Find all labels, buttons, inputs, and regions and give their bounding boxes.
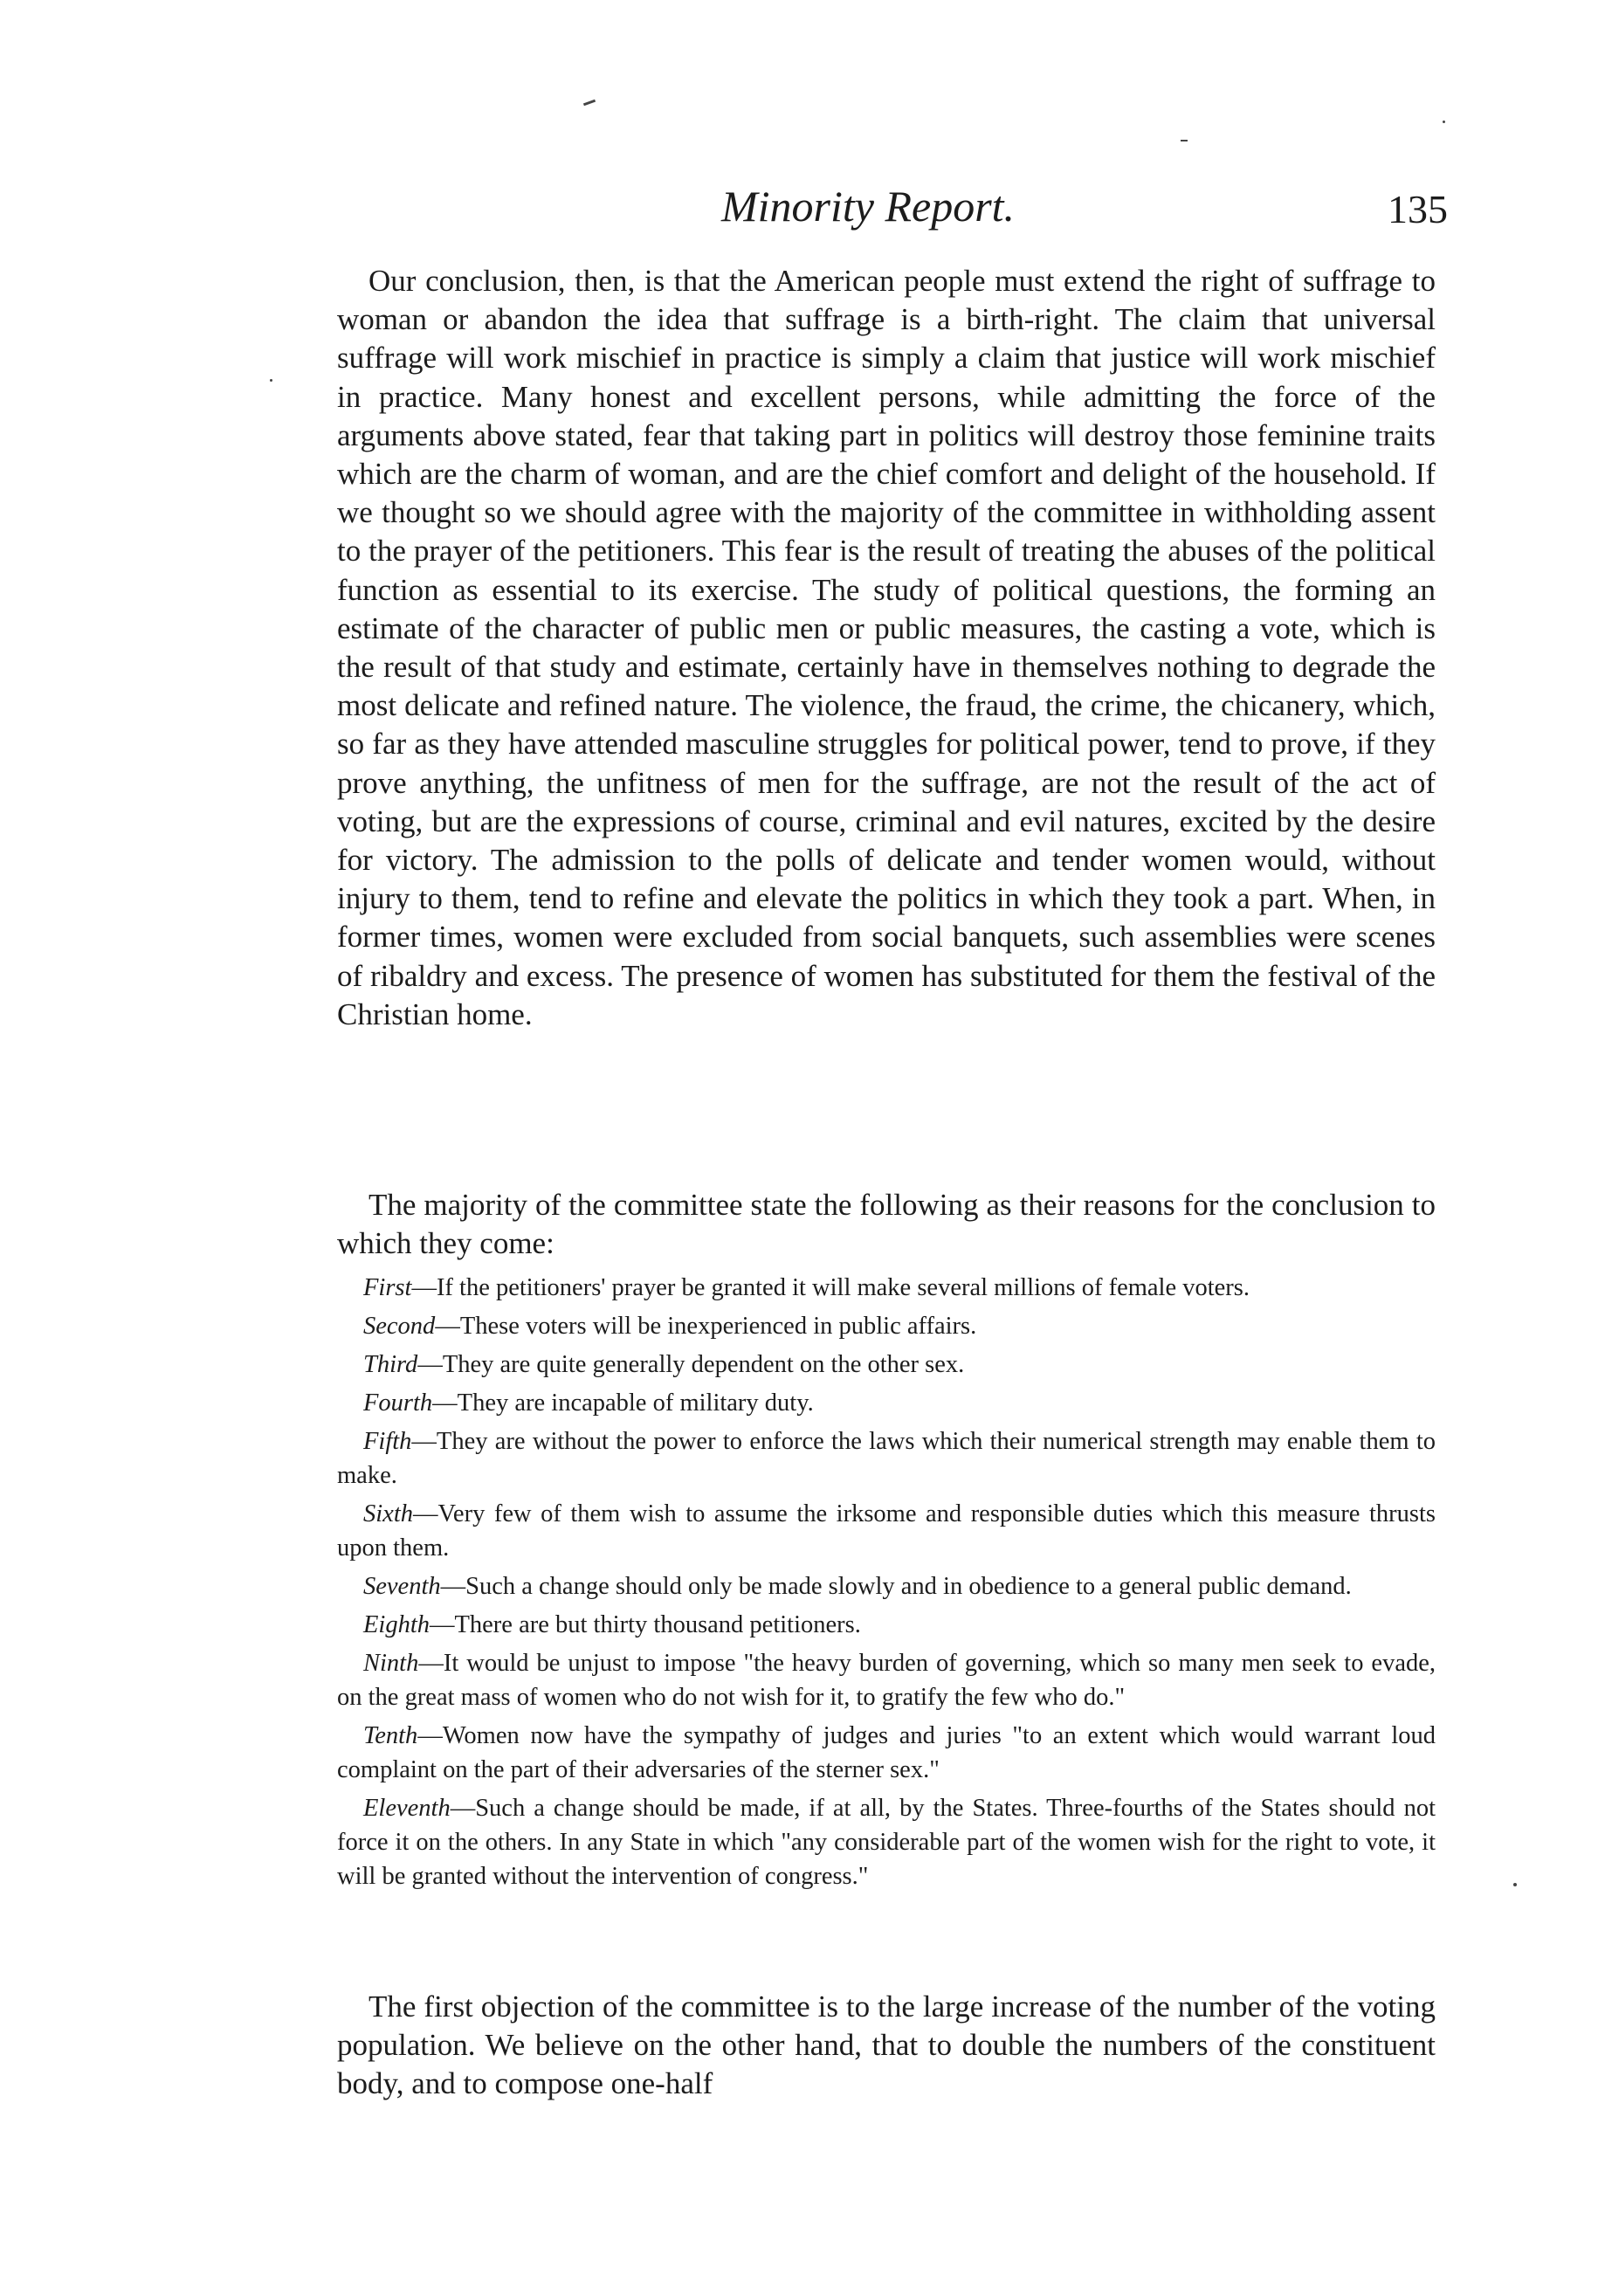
reason-item bbox=[337, 1386, 1436, 1420]
reason-ordinal: Eighth bbox=[363, 1611, 430, 1638]
paragraph-majority-reasons-intro: The majority of the committee state the following as their reasons for the conclusion to which they come: bbox=[337, 1188, 1436, 1261]
reason-item bbox=[337, 1271, 1436, 1305]
running-title: Minority Report. bbox=[721, 182, 1016, 231]
reason-text: —These voters will be inexperienced in public affairs. bbox=[435, 1313, 977, 1340]
reason-ordinal: Second bbox=[363, 1313, 436, 1340]
paragraph-conclusion: Our conclusion, then, is that the American people must extend the right of suffrage to woman or abandon the idea that suffrage is a birth-right. The claim that universal suffrage will work mischief in practice is simply a claim that justice will work mischief in practice. Many honest and excellent persons, while admitting the force of the arguments above stated, fear that taking part in politics will destroy those feminine traits which are the charm of woman, and are the chief comfort and delight of the household. If we thought so we should agree with the majority of the committee in withholding assent to the prayer of the petitioners. This fear is the result of treating the abuses of the political function as essential to its exercise. The study of political questions, the forming an estimate of the character of public men or public measures, the casting a vote, which is the result of that study and estimate, certainly have in themselves nothing to degrade the most delicate and refined nature. The violence, the fraud, the crime, the chicanery, which, so far as they have attended masculine struggles for political power, tend to prove, if they prove anything, the unfitness of men for the suffrage, are not the result of the act of voting, but are the expressions of course, criminal and evil natures, excited by the desire for victory. The admission to the polls of delicate and tender women would, without injury to them, tend to refine and elevate the politics in which they took a part. When, in former times, women were excluded from social banquets, such assemblies were scenes of ribaldry and excess. The presence of women has substituted for them the festival of the Christian home. bbox=[337, 264, 1436, 1031]
reason-ordinal: Fifth bbox=[363, 1428, 412, 1455]
reason-text: —Such a change should only be made slowly and in obedience to a general public demand. bbox=[440, 1573, 1352, 1600]
reason-item bbox=[337, 1569, 1436, 1603]
reason-item bbox=[337, 1348, 1436, 1382]
page-number: 135 bbox=[1388, 187, 1448, 231]
reason-item bbox=[337, 1791, 1436, 1893]
reason-text: —It would be unjust to impose "the heavy burden of governing, which so many men seek to evade, on the great mass of women who do not wish for it, to gratify the few who do." bbox=[337, 1650, 1436, 1711]
reason-item bbox=[337, 1646, 1436, 1714]
reason-ordinal: Tenth bbox=[363, 1722, 418, 1749]
reason-text: —Very few of them wish to assume the irksome and responsible duties which this measure thrusts upon them. bbox=[337, 1500, 1436, 1562]
reason-item bbox=[337, 1309, 1436, 1343]
reason-item bbox=[337, 1719, 1436, 1787]
reason-item bbox=[337, 1497, 1436, 1565]
reason-ordinal: Third bbox=[363, 1351, 418, 1378]
reason-ordinal: Ninth bbox=[363, 1650, 419, 1677]
page-header bbox=[337, 180, 1464, 241]
reason-text: —Women now have the sympathy of judges and juries "to an extent which would warrant loud complaint on the part of their adversaries of the sterner sex." bbox=[337, 1722, 1436, 1783]
stray-mark bbox=[270, 379, 272, 382]
reason-text: —They are incapable of military duty. bbox=[432, 1389, 814, 1417]
reason-ordinal: Sixth bbox=[363, 1500, 413, 1527]
reason-ordinal: First bbox=[363, 1274, 412, 1301]
reason-text: —There are but thirty thousand petitioners. bbox=[430, 1611, 861, 1638]
stray-mark bbox=[1443, 121, 1445, 123]
paragraph-first-objection: The first objection of the committee is to the large increase of the number of the voting population. We believe on the other hand, that to double the numbers of the constituent body, and to compose one-half bbox=[337, 1989, 1436, 2101]
reason-ordinal: Fourth bbox=[363, 1389, 433, 1417]
stray-mark bbox=[583, 100, 596, 107]
reason-text: —Such a change should be made, if at all, by the States. Three-fourths of the States should not force it on the others. In any State in which "any considerable part of the women wish for the right to vote, it will be granted without the intervention of congress." bbox=[337, 1795, 1436, 1890]
stray-mark bbox=[1181, 140, 1188, 141]
reason-ordinal: Eleventh bbox=[363, 1795, 451, 1822]
stray-mark bbox=[1513, 1883, 1517, 1886]
reason-item bbox=[337, 1424, 1436, 1493]
reason-item bbox=[337, 1608, 1436, 1642]
reason-text: —They are without the power to enforce the laws which their numerical strength may enable them to make. bbox=[337, 1428, 1436, 1489]
reasons-list bbox=[337, 1271, 1436, 1898]
reason-text: —They are quite generally dependent on the other sex. bbox=[417, 1351, 965, 1378]
reason-text: —If the petitioners' prayer be granted it will make several millions of female voters. bbox=[411, 1274, 1250, 1301]
reason-ordinal: Seventh bbox=[363, 1573, 441, 1600]
